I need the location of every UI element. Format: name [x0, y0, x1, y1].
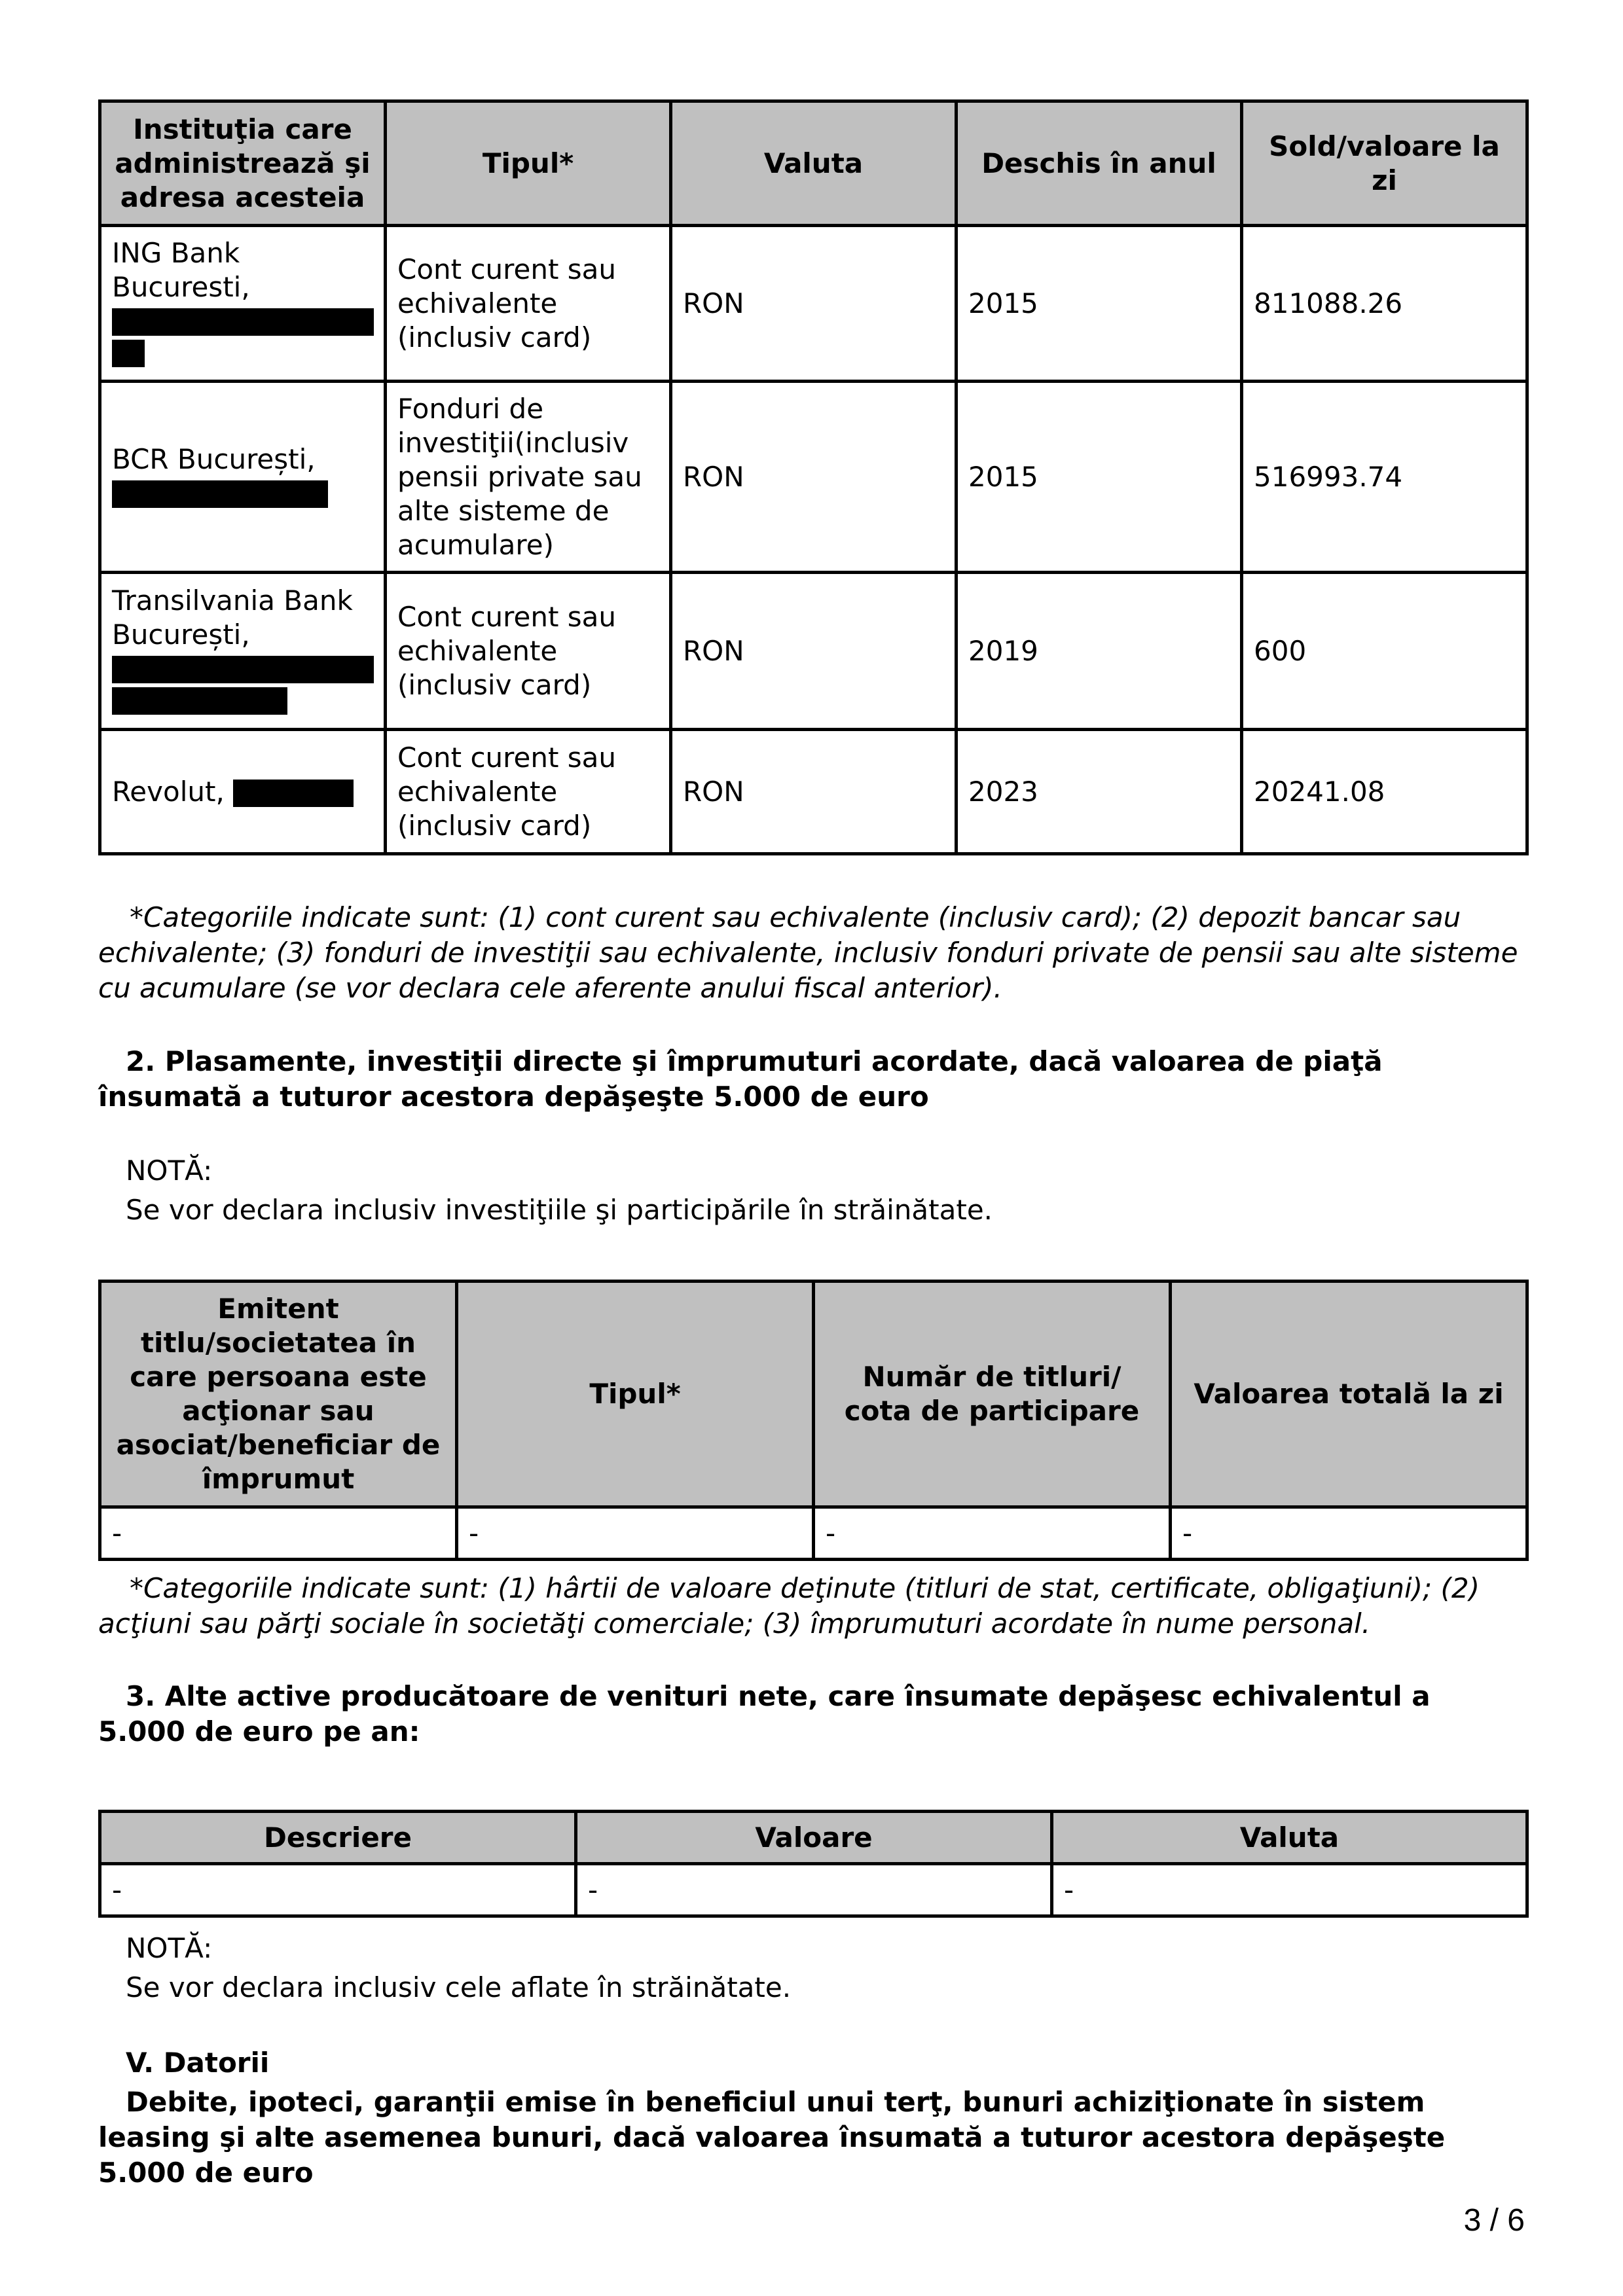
section-2-heading: 2. Plasamente, investiţii directe şi împrumuturi acordate, dacă valoarea de piaţă însumată a tuturor acestora depăşeşte 5.000 de euro — [98, 1045, 1383, 1113]
nota-text: Se vor declara inclusiv cele aflate în străinătate. — [126, 1971, 792, 2003]
investments-table — [98, 1280, 1529, 1561]
currency-cell: RON — [671, 226, 957, 382]
year-cell: 2015 — [957, 226, 1242, 382]
table-row — [100, 1507, 1527, 1560]
year-cell: 2019 — [957, 573, 1242, 730]
currency-cell: - — [1052, 1864, 1527, 1916]
accounts-footnote: *Categoriile indicate sunt: (1) cont curent sau echivalente (inclusiv card); (2) depozit bancar sau echivalente; (3) fonduri de investiţii sau echivalente, inclusiv fonduri private de pensii sau alte sisteme cu acumulare (se vor declara cele aferente anului fiscal anterior). — [98, 901, 1518, 1004]
table-row — [100, 226, 1527, 382]
table-row — [100, 382, 1527, 573]
section-5-title: V. Datorii — [126, 2047, 270, 2079]
table-row — [100, 1864, 1527, 1916]
currency-cell: RON — [671, 382, 957, 573]
institution-cell — [100, 730, 386, 854]
type-cell: Cont curent sau echivalente (inclusiv card) — [386, 730, 671, 854]
description-cell: - — [100, 1864, 576, 1916]
balance-cell: 811088.26 — [1242, 226, 1527, 382]
header-institution: Instituţia care administrează şi adresa acesteia — [100, 101, 386, 226]
nota-label: NOTĂ: — [126, 1932, 213, 1964]
institution-name: Transilvania Bank București, — [112, 584, 353, 651]
year-cell: 2023 — [957, 730, 1242, 854]
redacted-block — [112, 340, 145, 367]
page-number: 3 / 6 — [1463, 2203, 1525, 2238]
redacted-block — [112, 480, 328, 508]
institution-name: Revolut, — [112, 775, 225, 808]
nota-label: NOTĂ: — [126, 1155, 213, 1187]
redacted-block — [112, 656, 374, 683]
header-balance: Sold/valoare la zi — [1242, 101, 1527, 226]
institution-name: ING Bank Bucuresti, — [112, 236, 250, 303]
investments-header-row — [100, 1282, 1527, 1507]
header-value: Valoare — [576, 1812, 1052, 1864]
currency-cell: RON — [671, 730, 957, 854]
issuer-cell: - — [100, 1507, 457, 1560]
balance-cell: 20241.08 — [1242, 730, 1527, 854]
value-cell: - — [576, 1864, 1052, 1916]
header-shares: Număr de titluri/ cota de participare — [814, 1282, 1171, 1507]
header-total-value: Valoarea totală la zi — [1171, 1282, 1527, 1507]
accounts-table — [98, 99, 1529, 855]
redacted-block — [112, 308, 374, 336]
balance-cell: 600 — [1242, 573, 1527, 730]
institution-cell — [100, 573, 386, 730]
institution-name: BCR București, — [112, 442, 316, 475]
header-issuer: Emitent titlu/societatea în care persoana este acţionar sau asociat/beneficiar de împrumut — [100, 1282, 457, 1507]
table-row — [100, 730, 1527, 854]
investments-footnote: *Categoriile indicate sunt: (1) hârtii de valoare deţinute (titluri de stat, certificate, obligaţiuni); (2) acţiuni sau părţi sociale în societăţi comerciale; (3) împrumuturi acordate în nume personal. — [98, 1572, 1480, 1640]
institution-cell — [100, 382, 386, 573]
year-cell: 2015 — [957, 382, 1242, 573]
nota-text: Se vor declara inclusiv investiţiile şi participările în străinătate. — [126, 1194, 993, 1226]
header-year: Deschis în anul — [957, 101, 1242, 226]
redacted-block — [112, 687, 287, 715]
header-type: Tipul* — [386, 101, 671, 226]
type-cell: Cont curent sau echivalente (inclusiv card) — [386, 226, 671, 382]
institution-cell — [100, 226, 386, 382]
section-5-heading: Debite, ipoteci, garanţii emise în beneficiul unui terţ, bunuri achiziţionate în sistem leasing şi alte asemenea bunuri, dacă valoarea însumată a tuturor acestora depăşeşte 5.000 de euro — [98, 2086, 1446, 2189]
accounts-header-row — [100, 101, 1527, 226]
section-3-heading: 3. Alte active producătoare de venituri nete, care însumate depăşesc echivalentul a 5.000 de euro pe an: — [98, 1680, 1431, 1748]
table-row — [100, 573, 1527, 730]
currency-cell: RON — [671, 573, 957, 730]
type-cell: Cont curent sau echivalente (inclusiv card) — [386, 573, 671, 730]
header-description: Descriere — [100, 1812, 576, 1864]
header-type: Tipul* — [457, 1282, 814, 1507]
shares-cell: - — [814, 1507, 1171, 1560]
type-cell: - — [457, 1507, 814, 1560]
balance-cell: 516993.74 — [1242, 382, 1527, 573]
other-assets-table — [98, 1810, 1529, 1918]
type-cell: Fonduri de investiţii(inclusiv pensii private sau alte sisteme de acumulare) — [386, 382, 671, 573]
redacted-block — [233, 780, 354, 807]
other-assets-header-row — [100, 1812, 1527, 1864]
header-currency: Valuta — [1052, 1812, 1527, 1864]
header-currency: Valuta — [671, 101, 957, 226]
total-value-cell: - — [1171, 1507, 1527, 1560]
